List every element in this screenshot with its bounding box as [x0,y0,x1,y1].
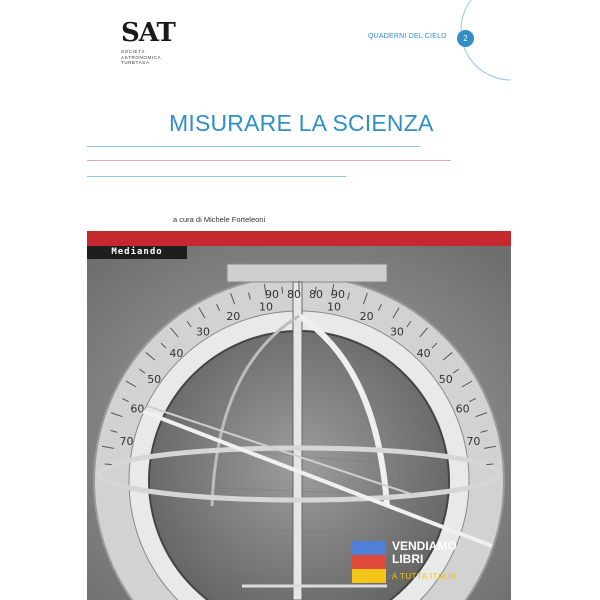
title-rule-blue-2 [87,176,346,177]
title-rule-blue-1 [87,146,420,147]
scale-number: 20 [226,309,241,323]
logo-line-1: SOCIETÀ [121,49,145,54]
logo-mark-text: SAT [121,18,175,48]
publisher-imprint: Mediando [87,246,187,259]
scale-number: 30 [389,325,404,339]
curator-credit: a cura di Michele Forteleoni [173,215,266,224]
top-scale-label: 80 [287,288,301,301]
series-label: QUADERNI DEL CIELO [368,33,447,40]
watermark-line-2: LIBRI [392,552,424,566]
scale-number: 10 [259,300,274,314]
book-cover [87,0,511,600]
top-scale-label: 90 [265,288,279,301]
scale-tick [486,464,493,465]
title-rule-red [87,160,451,161]
watermark-text [392,540,457,566]
scale-number: 60 [130,402,145,416]
scale-number: 40 [416,346,431,360]
scale-number: 30 [196,325,211,339]
scale-number: 70 [466,434,481,448]
book-title: MISURARE LA SCIENZA [169,110,434,136]
scale-tick [105,464,112,465]
logo-line-2: ASTRONOMICA [121,54,162,60]
scale-number: 10 [326,300,341,314]
top-scale-label: 80 [309,288,323,301]
scale-number: 60 [455,402,470,416]
scale-tick [282,287,283,294]
decorative-arc [87,0,511,110]
scale-number: 50 [438,372,453,386]
red-band [87,231,511,246]
scale-number: 50 [147,372,162,386]
scale-number: 20 [359,309,374,323]
watermark-flag-icon [352,541,386,583]
watermark-subline: A TUTTA ITALIA [392,572,457,581]
logo-line-3: TURBTASA [121,60,150,65]
retailer-watermark [352,538,511,588]
watermark-line-1: VENDIAMO [392,539,457,553]
top-scale-label: 90 [331,288,345,301]
scale-number: 70 [119,434,134,448]
scale-number: 40 [169,346,184,360]
series-number-badge: 2 [457,30,474,47]
